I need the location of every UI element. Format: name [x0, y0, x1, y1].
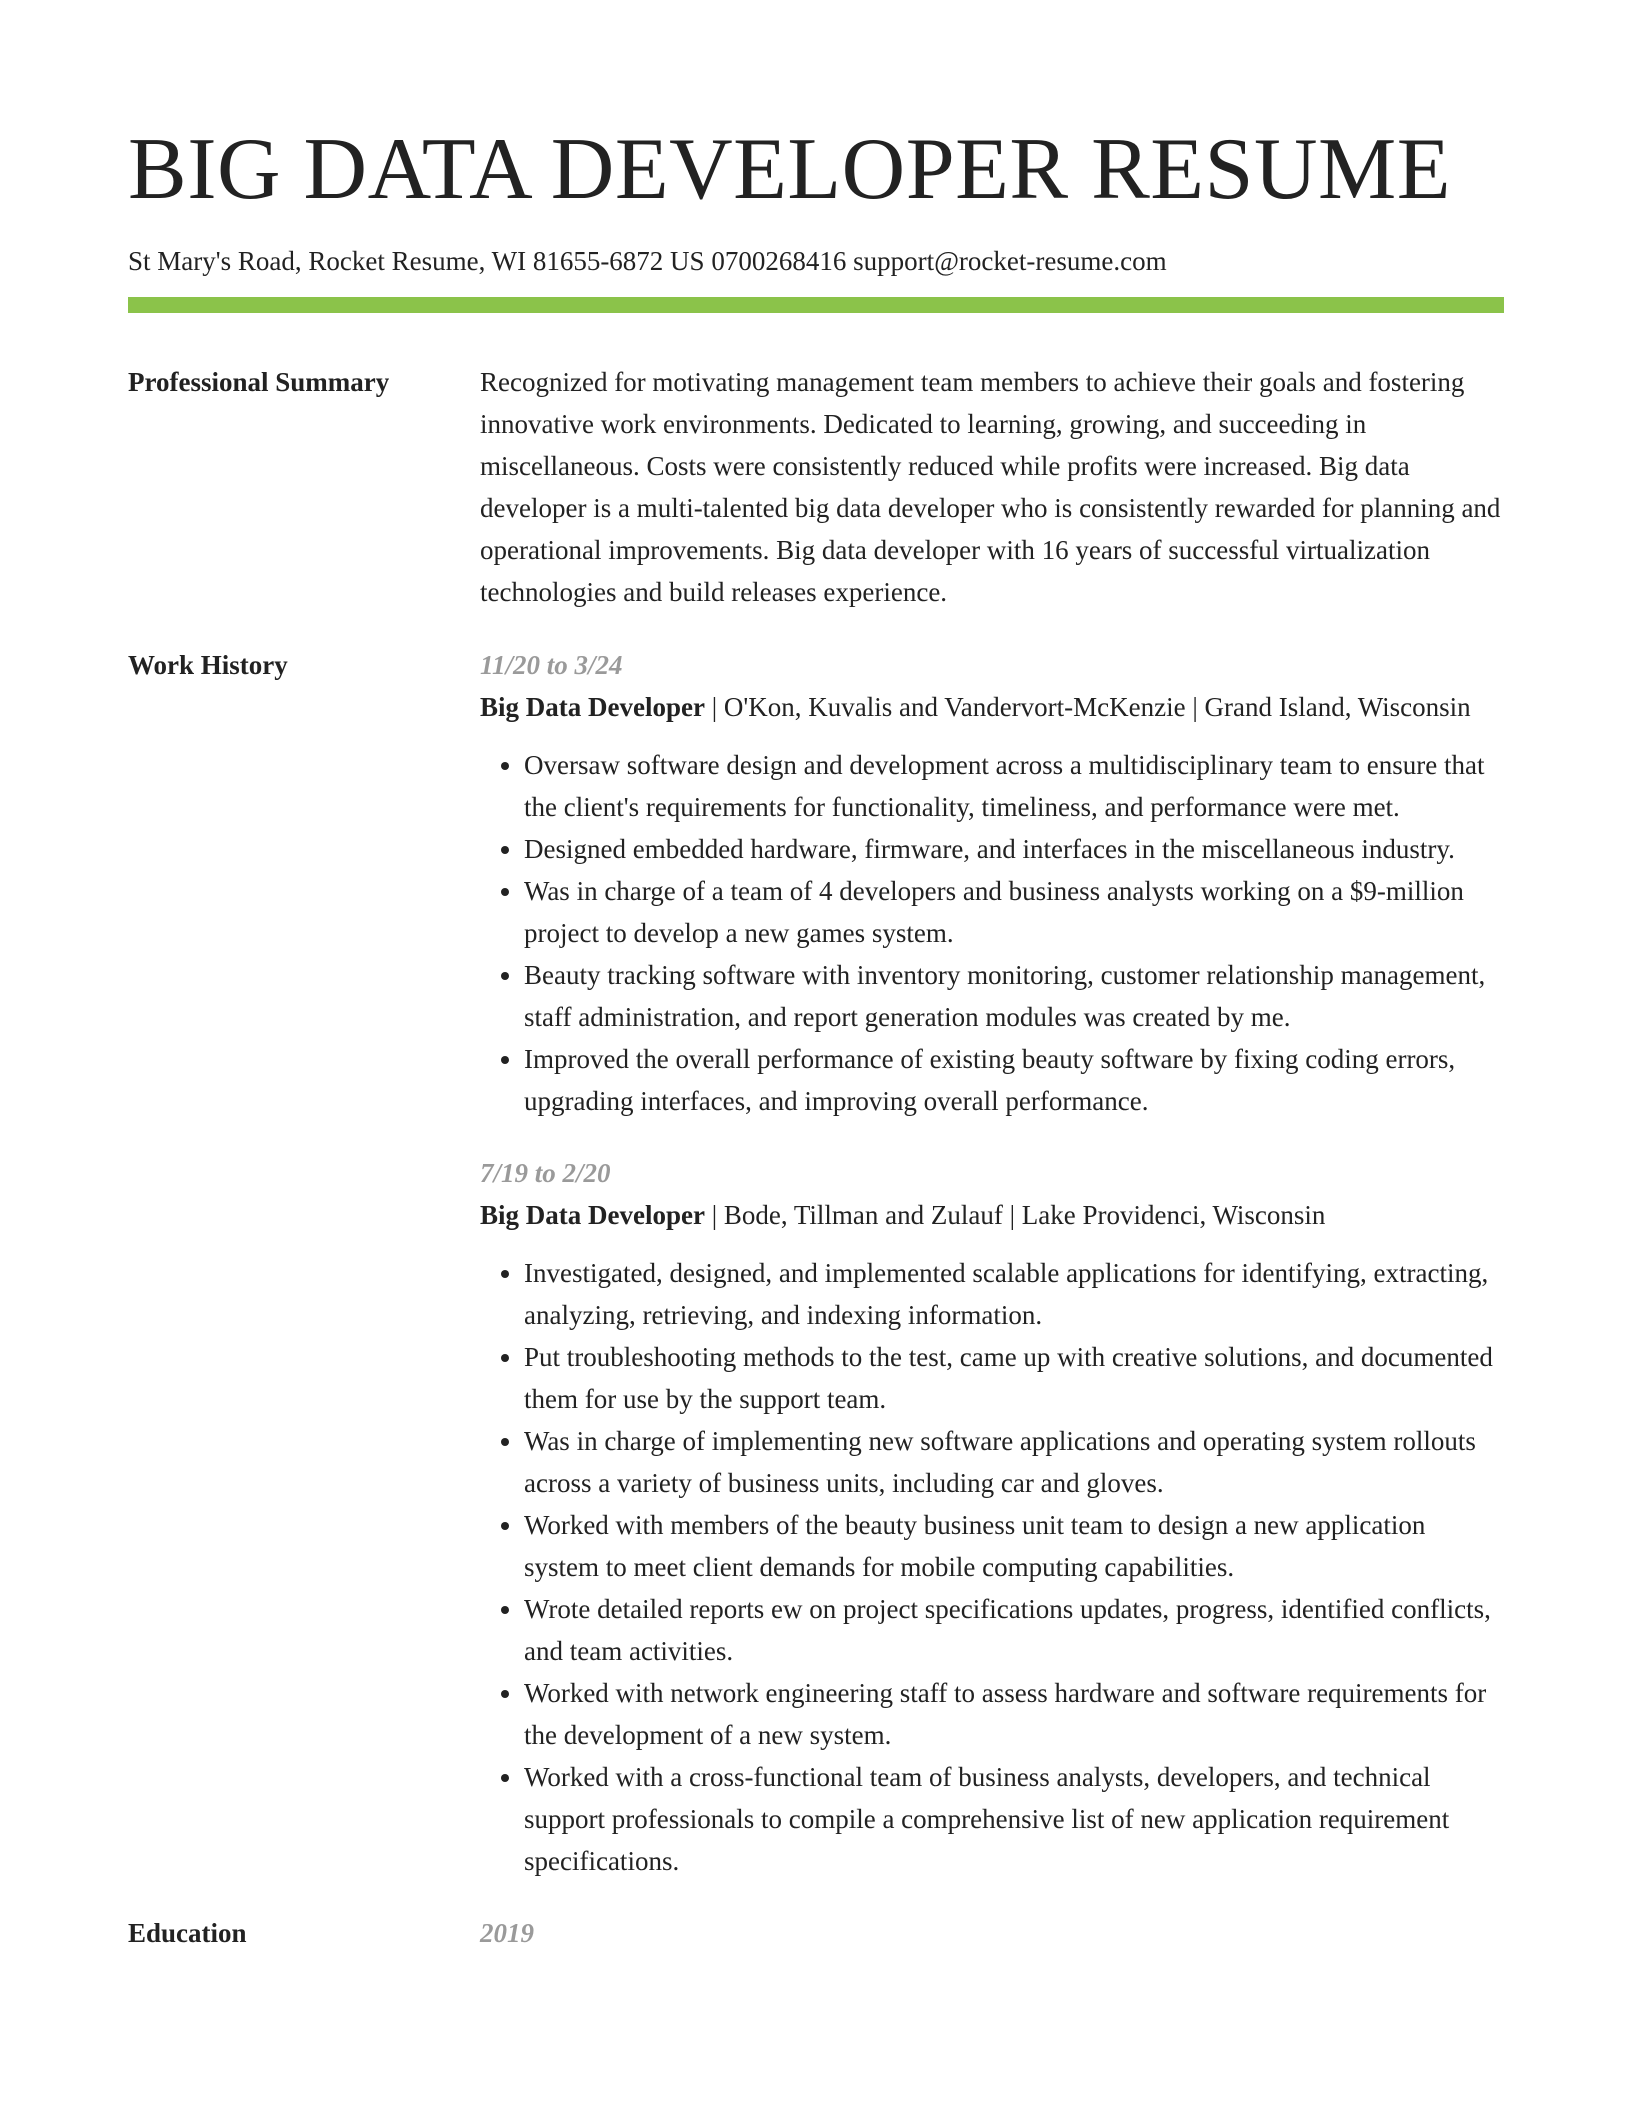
work-history-body: [480, 644, 1504, 1882]
summary-body: [480, 361, 1504, 613]
section-label-education: Education: [128, 1918, 247, 1948]
job-bullet: • Beauty tracking software with inventory monitoring, customer relationship management, staff administration, and report generation modules was created by me.: [524, 954, 1504, 1038]
work-history-section: [128, 644, 1504, 1882]
summary-text: Recognized for motivating management team members to achieve their goals and fostering innovative work environments. Dedicated to learning, growing, and succeeding in miscellaneous. Costs were consistently reduced while profits were increased. Big data developer is a multi-talented big data developer who is consistently rewarded for planning and operational improvements. Big data developer with 16 years of successful virtualization technologies and build releases experience.: [480, 367, 1501, 607]
job-details: | Bode, Tillman and Zulauf | Lake Providenci, Wisconsin: [704, 1200, 1326, 1230]
job-bullet: • Worked with network engineering staff to assess hardware and software requirements for the development of a new system.: [524, 1672, 1504, 1756]
job-dates: 11/20 to 3/24: [480, 650, 623, 680]
job-title: Big Data Developer: [480, 692, 705, 722]
education-body: [480, 1912, 1504, 1954]
job-bullet: • Designed embedded hardware, firmware, and interfaces in the miscellaneous industry.: [524, 828, 1504, 870]
job-bullets: [480, 744, 1504, 1122]
resume-title: BIG DATA DEVELOPER RESUME: [128, 121, 1452, 218]
job-details: | O'Kon, Kuvalis and Vandervort-McKenzie | Grand Island, Wisconsin: [704, 692, 1471, 722]
education-dates: 2019: [480, 1918, 534, 1948]
job-bullet: • Worked with a cross-functional team of business analysts, developers, and technical support professionals to compile a comprehensive list of new application requirement specifications.: [524, 1756, 1504, 1882]
job-bullet: • Was in charge of implementing new software applications and operating system rollouts across a variety of business units, including car and gloves.: [524, 1420, 1504, 1504]
job-title: Big Data Developer: [480, 1200, 705, 1230]
job-heading: [480, 686, 1504, 728]
job-bullet: • Investigated, designed, and implemented scalable applications for identifying, extracting, analyzing, retrieving, and indexing information.: [524, 1252, 1504, 1336]
job-entry: [480, 644, 1504, 1122]
section-label-work: Work History: [128, 650, 288, 680]
job-bullet: • Oversaw software design and development across a multidisciplinary team to ensure that the client's requirements for functionality, timeliness, and performance were met.: [524, 744, 1504, 828]
job-bullets: [480, 1252, 1504, 1882]
section-label-summary: Professional Summary: [128, 367, 390, 397]
job-heading: [480, 1194, 1504, 1236]
professional-summary-section: [128, 361, 1504, 613]
job-bullet: • Wrote detailed reports ew on project specifications updates, progress, identified conflicts, and team activities.: [524, 1588, 1504, 1672]
contact-info: St Mary's Road, Rocket Resume, WI 81655-6872 US 0700268416 support@rocket-resume.com: [128, 246, 1167, 276]
job-bullet: • Put troubleshooting methods to the test, came up with creative solutions, and documented them for use by the support team.: [524, 1336, 1504, 1420]
job-bullet: • Was in charge of a team of 4 developers and business analysts working on a $9-million project to develop a new games system.: [524, 870, 1504, 954]
education-section: [128, 1912, 1504, 1954]
job-bullet: • Worked with members of the beauty business unit team to design a new application system to meet client demands for mobile computing capabilities.: [524, 1504, 1504, 1588]
resume-page: [128, 0, 1504, 1954]
job-bullet: • Improved the overall performance of existing beauty software by fixing coding errors, upgrading interfaces, and improving overall performance.: [524, 1038, 1504, 1122]
job-entry: [480, 1152, 1504, 1882]
job-dates: 7/19 to 2/20: [480, 1158, 611, 1188]
header-divider: [128, 297, 1504, 313]
